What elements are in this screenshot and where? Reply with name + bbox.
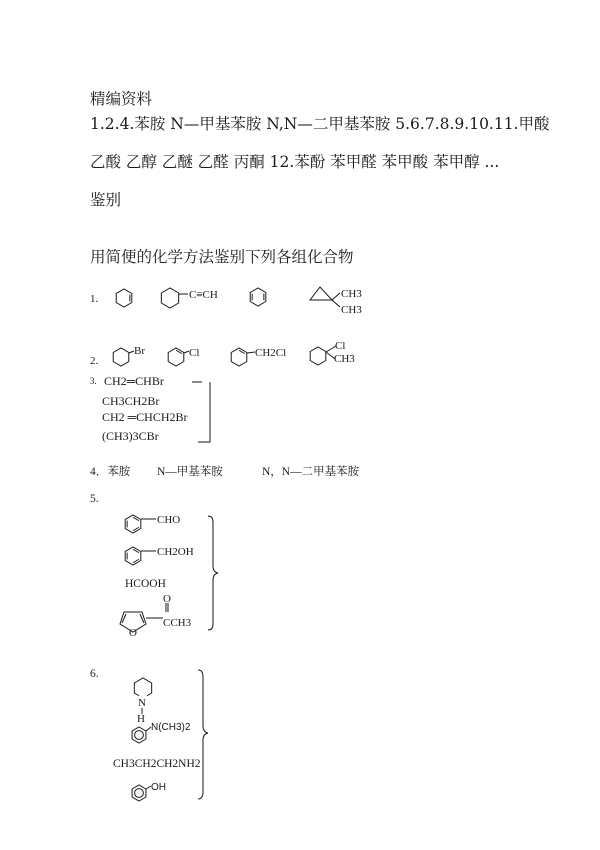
chloromethylcyclohexene-structure — [231, 348, 247, 366]
chlorocyclohexene-structure — [168, 348, 184, 366]
label-keto-o: O — [163, 593, 171, 605]
label-nme2: N(CH3)2 — [151, 722, 191, 733]
item3-vinyl-bromide: CH2═CHBr — [104, 374, 164, 388]
item5-formic-acid: HCOOH — [125, 578, 166, 590]
bromocyclohexane-structure — [113, 348, 129, 366]
label-cch3: CCH3 — [163, 617, 192, 629]
label-ch2oh: CH2OH — [157, 546, 194, 558]
cyclohexyl-acetylene-structure — [161, 288, 178, 308]
section-title: 鉴别 — [90, 191, 122, 209]
label-furan-o: O — [129, 627, 137, 639]
cyclopropane-ring — [310, 287, 332, 300]
label-cl: Cl — [189, 347, 200, 359]
item4-nn-dimethylaniline: N，N—二甲基苯胺 — [262, 466, 360, 478]
cyclohexene-structure — [116, 289, 132, 307]
question-title: 用简便的化学方法鉴别下列各组化合物 — [90, 248, 354, 266]
item6-propylamine: CH3CH2CH2NH2 — [113, 758, 201, 770]
document-title: 精编资料 — [90, 90, 153, 108]
label-ch3: CH3 — [341, 304, 362, 316]
item3-ethyl-bromide: CH3CH2Br — [102, 394, 160, 408]
item4-n-methylaniline: N—甲基苯胺 — [157, 466, 223, 478]
chloromethylcyclohexane-structure — [310, 347, 326, 365]
label-ch3: CH3 — [341, 288, 362, 300]
item6-number: 6. — [90, 668, 99, 680]
intro-line-1: 1.2.4.苯胺 N—甲基苯胺 N,N—二甲基苯胺 5.6.7.8.9.10.11.甲酸 — [90, 115, 550, 133]
item6-brace — [198, 670, 208, 799]
label-ch2cl: CH2Cl — [255, 347, 287, 359]
item3-bracket — [192, 382, 210, 442]
item3-allyl-bromide: CH2 ═CHCH2Br — [102, 410, 188, 424]
label-h: H — [137, 713, 145, 725]
cyclohexadiene-structure — [250, 288, 266, 306]
item2-number: 2. — [90, 355, 99, 367]
label-ch3: CH3 — [334, 353, 355, 365]
label-br: Br — [134, 345, 145, 357]
label-n: N — [138, 697, 146, 709]
item4-aniline: 4．苯胺 — [90, 466, 131, 478]
label-cho: CHO — [157, 514, 181, 526]
item3-number: 3. — [90, 376, 97, 386]
item5-brace — [208, 516, 218, 630]
benzaldehyde-structure — [125, 515, 141, 533]
item5-number: 5. — [90, 493, 99, 505]
dimethylaniline-structure — [132, 727, 146, 743]
label-alkyne: C≡CH — [189, 289, 218, 301]
label-cl: Cl — [335, 340, 346, 352]
phenol-structure — [132, 785, 146, 801]
label-oh: OH — [151, 782, 166, 793]
intro-line-2: 乙酸 乙醇 乙醚 乙醛 丙酮 12.苯酚 苯甲醛 苯甲酸 苯甲醇 ... — [90, 153, 500, 171]
item1-number: 1. — [90, 293, 99, 305]
item3-tert-butyl-bromide: (CH3)3CBr — [102, 429, 159, 443]
benzyl-alcohol-structure — [125, 547, 141, 565]
